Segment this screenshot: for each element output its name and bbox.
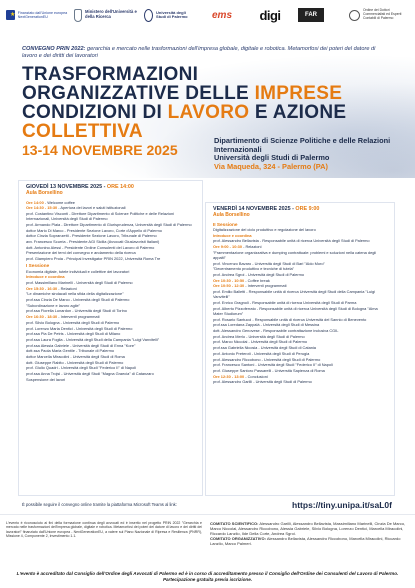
program-text: - Relazioni <box>241 243 262 249</box>
program-text: Sospensione dei lavori <box>26 376 66 382</box>
program-text: prof.ssa Fiorella Lunardon - Università degli Studi di Torino <box>26 308 127 314</box>
footer <box>0 514 415 588</box>
accreditation-line: L'evento è accreditato dal Consiglio dell'Ordine degli Avvocati di Palermo ed è in corso di accreditamento presso il Consiglio dell'Ordine dei Consulenti del Lavoro di Palermo. <box>16 571 399 576</box>
program-item <box>213 374 387 379</box>
program-item <box>213 339 387 344</box>
eu-flag-icon <box>6 10 15 20</box>
program-text: Presentazione dei temi del convegno e andamento della ricerca <box>26 250 136 256</box>
program-text: prof.ssa Loredana Zappalà - Università degli Studi di Messina <box>213 322 320 328</box>
program-text: - Apertura dei lavori e saluti istituzionali <box>57 205 126 211</box>
program-item <box>26 200 195 205</box>
day2-room: Aula Borsellino <box>213 212 250 219</box>
program-item <box>213 362 387 367</box>
program-item <box>26 354 195 359</box>
odcec-seal-icon <box>349 10 360 21</box>
program-item <box>26 280 195 285</box>
program-item <box>26 297 195 302</box>
program-time: Introduce e coordina <box>26 274 65 280</box>
tagline-bold: CONVEGNO PRIN 2022: <box>22 46 86 52</box>
program-item <box>26 320 195 325</box>
title-line-3 <box>22 103 346 123</box>
program-text: prof. Armando Plaia - Direttore Dipartimento di Giurisprudenza, Università degli Studi di Palermo <box>26 221 192 227</box>
mur-logo <box>74 9 138 22</box>
eu-logo-text: Finanziato dall'Unione europea NextGenerationEU <box>17 10 68 19</box>
program-item <box>213 289 387 300</box>
title-line-1 <box>22 65 198 85</box>
tagline-rest: gerarchia e mercato nelle trasformazioni dell'impresa globale, digitale e robotica. Metamorfosi dei poteri del datore di lavoro e dei diritti dei lavoratori <box>22 46 376 59</box>
program-text: "Decentramento produttivo e tecniche di tutela" <box>213 266 295 272</box>
title-highlight: COLLETTIVA <box>22 121 143 142</box>
program-text: - Welcome coffee <box>43 199 75 205</box>
program-item <box>26 303 195 308</box>
program-item <box>26 274 195 279</box>
title-word: E AZIONE <box>249 102 347 123</box>
scientific-committee-label: COMITATO SCIENTIFICO: <box>210 521 259 526</box>
program-item <box>26 245 195 250</box>
title-highlight: LAVORO <box>167 102 250 123</box>
venue-address: Via Maqueda, 324 - Palermo (PA) <box>214 161 328 171</box>
republic-emblem-icon <box>74 9 82 22</box>
program-item <box>26 326 195 331</box>
hero-banner <box>0 32 415 178</box>
program-item <box>213 278 387 283</box>
day1-time: ORE 14:00 <box>106 184 134 190</box>
program-item <box>26 331 195 336</box>
program-text: dott. Alessandro Genovese - Responsabile contrattazione inclusiva CGIL <box>213 328 339 334</box>
unipa-logo-text: Università degli Studi di Palermo <box>156 9 188 19</box>
day2-time: ORE 9:00 <box>295 206 320 212</box>
title-line-2 <box>22 84 342 104</box>
program-text: dottor Mario Di Marco - Presidente Sezione Lavoro, Corte d'Appello di Palermo <box>26 227 162 233</box>
program-text: prof. Giampiero Proia - Principal Investigator PRIN 2022, Università Roma Tre <box>26 256 161 262</box>
title-word: TRASFORMAZIONI <box>22 64 199 85</box>
venue-department: Dipartimento di Scienze Politiche e delle Relazioni Internazionali <box>214 136 391 154</box>
program-item <box>26 286 195 291</box>
organizing-committee <box>210 536 408 546</box>
program-text: prof. Francesco Santoni - Università degli Studi "Federico II" di Napoli <box>213 362 333 368</box>
program-text: prof. Marco Niccolai - Università degli Studi di Palermo <box>213 339 308 345</box>
venue-university: Università degli Studi di Palermo <box>214 153 330 163</box>
program-time: Ore 14:30 - 15:30 <box>26 205 58 211</box>
day1-date: GIOVEDÌ 13 NOVEMBRE 2025 - <box>26 184 107 190</box>
scientific-committee <box>210 521 408 536</box>
program-text: prof. Vincenzo Bavaro - Università degli Studi di Bari "Aldo Moro" <box>213 260 325 266</box>
funding-note: L'evento è riconosciuto ai fini della formazione continua degli avvocati ed è inserito nel progetto PRIN 2022 "Gerarchia e mercato nelle trasformazioni dell'impresa globale, digitale e robotica. Metamorfosi dei poteri del datore di lavoro e dei diritti dei lavoratori" finanziato dall'Unione europea - NextGenerationEU, a valere sul Piano Nazionale di Ripresa e Resilienza (PNRR), Missione 4, Componente 2, Investimento 1.1. <box>6 521 202 538</box>
teams-link[interactable]: https://tiny.unipa.it/saL0f <box>292 499 392 510</box>
program-item <box>213 272 387 277</box>
program-item <box>213 334 387 339</box>
program-time: Ore 16:30 - 18:30 <box>26 314 58 320</box>
unipa-seal-icon <box>144 9 153 22</box>
program-text: prof. Costantino Visconti - Direttore Dipartimento di Scienze Politiche e delle Relazioni Internazionali, Università degli Studi di Palermo <box>26 210 175 222</box>
day1-room: Aula Borsellino <box>26 190 63 197</box>
program-time: Ore 9:00 - 10:30 <box>213 243 242 249</box>
day2-date: VENERDÌ 14 NOVEMBRE 2025 - <box>213 206 296 212</box>
program-item <box>26 211 195 222</box>
accreditation-note <box>6 571 409 582</box>
program-time: Introduce e coordina <box>213 232 252 238</box>
program-item <box>213 227 387 232</box>
program-text: "Frammentazione organizzativa e dumping contrattuale: problemi e soluzioni nella catena degli appalti" <box>213 249 377 260</box>
odcec-logo <box>330 9 409 21</box>
program-text: Digitalizzazione del ciclo produttivo e regolazione del lavoro <box>213 226 316 232</box>
program-text: prof. Andrea Merlo - Università degli Studi di Palermo <box>213 333 305 339</box>
program-item <box>213 238 387 243</box>
mur-logo-text: Ministero dell'Università e della Ricerca <box>85 9 137 19</box>
program-item <box>213 306 387 317</box>
program-text: prof.ssa Gabriella Nicosia - Università degli Studi di Catania <box>213 345 316 351</box>
program-item <box>26 371 195 376</box>
program-item <box>213 233 387 238</box>
program-text: prof. Silvio Bologna - Università degli Studi di Palermo <box>26 319 120 325</box>
day1-items <box>26 200 195 382</box>
day2-program <box>205 202 395 496</box>
program-text: - Coffee break <box>244 277 270 283</box>
program-time: Ore 15:30 - 16:30 <box>26 285 58 291</box>
program-item <box>26 222 195 227</box>
scientific-committee-members: Alessandro Garilli, Alessandro Bellavista, Massimiliano Marinelli, Cinzia De Marco, Marco Niccolai, Alessandro Riccobono, Alessia Gabriele, Silvio Bologna, Lorenzo Dentici, Marcella Miracolini, Riccardo Lanzilo, Ilde Della Corte, Andrea Sgroi. <box>210 521 406 537</box>
program-item <box>26 377 195 382</box>
program-text: prof.ssa Cinzia De Marco - Università degli Studi di Palermo <box>26 297 130 303</box>
program-item <box>213 317 387 322</box>
program-time: Ore 12:30 - 13:00 <box>213 373 245 379</box>
program-item <box>26 250 195 255</box>
unipa-logo <box>144 9 196 22</box>
program-text: prof. Emilio Balletti - Responsabile unità di ricerca Università degli Studi della Campania "Luigi Vanvitelli" <box>213 289 376 300</box>
program-text: avv. Francesco Scurria - Presidente AGI Sicilia (Avvocati Giuslavoristi Italiani) <box>26 239 160 245</box>
program-item <box>213 379 387 384</box>
program-time: Ore 10:50 - 12:30 <box>213 283 245 289</box>
program-item <box>213 261 387 266</box>
program-text: "Le dinamiche sindacali nella sfida della digitalizzazione" <box>26 291 124 297</box>
program-item <box>26 314 195 319</box>
venue-block <box>214 137 404 171</box>
program-text: - Interventi programmati <box>57 314 100 320</box>
program-item <box>26 205 195 210</box>
program-text: prof. Alberto Pizzoferrato - Responsabile unità di ricerca Università degli Studi di Bologna "Alma Mater Studiorum" <box>213 305 378 317</box>
program-item <box>26 291 195 296</box>
program-item <box>213 357 387 362</box>
program-item <box>26 233 195 238</box>
title-highlight: IMPRESE <box>254 83 343 104</box>
program-text: prof. Andrea Sgroi - Università degli Studi di Palermo <box>213 272 305 277</box>
program-item <box>26 365 195 370</box>
program-text: Economia digitale, tutele individuali e collettive dei lavoratori <box>26 268 130 274</box>
program-item <box>26 343 195 348</box>
program-time: Ore 14:00 <box>26 199 44 205</box>
conference-tagline <box>22 46 392 60</box>
day2-items <box>213 222 387 385</box>
program-text: dott. Giuseppe Rabito - Università degli Studi di Palermo <box>26 359 124 365</box>
event-dates: 13-14 NOVEMBRE 2025 <box>22 142 178 158</box>
organizing-committee-label: COMITATO ORGANIZZATIVO: <box>210 536 266 542</box>
program-item <box>213 322 387 327</box>
program-text: prof. Lorenzo Maria Dentici - Università degli Studi di Palermo <box>26 325 133 331</box>
program-text: - Interventi programmati <box>244 283 287 289</box>
online-link-bar <box>18 498 396 511</box>
program-text: prof. Alessandro Riccobono - Università degli Studi di Palermo <box>213 356 321 362</box>
program-text: prof. Giuseppe Santoro Passarelli - Università Sapienza di Roma <box>213 367 325 373</box>
online-link-text: È possibile seguire il convegno online tramite la piattaforma Microsoft Teams al link: <box>22 502 177 507</box>
program-text: prof. Massimiliano Marinelli - Università degli Studi di Palermo <box>26 280 133 286</box>
program-item <box>213 266 387 271</box>
program-item <box>213 283 387 288</box>
program-item <box>213 351 387 356</box>
committees <box>210 521 408 546</box>
program-text: prof. Antonio Preteroti - Università degli Studi di Perugia <box>213 350 310 356</box>
program-item <box>213 345 387 350</box>
title-word: CONDIZIONI DI <box>22 102 168 123</box>
title-word: ORGANIZZATIVE DELLE <box>22 83 255 104</box>
day1-program <box>18 180 203 496</box>
program-time: I Sessione <box>26 263 50 269</box>
program-text: prof. Alessandro Bellavista - Responsabile unità di ricerca Università degli Studi di Palermo <box>213 238 370 244</box>
program-item <box>26 308 195 313</box>
program-text: prof. Enrico Gragnoli - Responsabile unità di ricerca Università degli Studi di Parma <box>213 300 357 306</box>
program-text: - Conclusioni <box>244 373 268 379</box>
program-item <box>26 256 195 261</box>
participation-line: Partecipazione gratuita previa iscrizione. <box>162 576 253 582</box>
ems-logo: ems <box>211 9 232 21</box>
program-text: - Relazioni <box>57 285 77 291</box>
program-text: prof.ssa Pia De Petris - Università degli Studi di Milano <box>26 331 121 337</box>
program-item <box>213 250 387 261</box>
program-text: prof.ssa Laura Foglia - Università degli Studi della Campania "Luigi Vanvitelli" <box>26 336 160 342</box>
eu-logo <box>6 10 68 20</box>
program-text: dott.ssa Paola Maria Gentile - Tribunale di Palermo <box>26 348 115 354</box>
program-item <box>26 269 195 274</box>
program-item <box>213 300 387 305</box>
title-line-4 <box>22 122 143 142</box>
program-item <box>213 328 387 333</box>
program-time: II Sessione <box>213 221 238 227</box>
program-text: prof. Giulio Quadri - Università degli Studi "Federico II" di Napoli <box>26 365 137 371</box>
program-text: prof. Rosario Santucci - Responsabile unità di ricerca Università del Sannio di Benevento <box>213 316 367 322</box>
program-item <box>26 239 195 244</box>
digi-logo: digi <box>259 7 281 23</box>
program-item <box>26 360 195 365</box>
program-item <box>26 228 195 233</box>
program-text: prof.ssa Alessia Gabriele - Università degli Studi di Enna "Kore" <box>26 342 136 348</box>
program-text: "Subordinazione e lavoro agile" <box>26 302 81 308</box>
program-text: dottor Cinzia Sopranzetti - Presidente Sezione Lavoro, Tribunale di Palermo <box>26 233 157 239</box>
program-item <box>26 348 195 353</box>
program-time: Ore 10:30 - 10:50 <box>213 277 245 283</box>
program-item <box>213 368 387 373</box>
program-text: prof. Alessandro Garilli - Università degli Studi di Palermo <box>213 379 312 385</box>
far-logo: FAR <box>298 8 324 22</box>
odcec-logo-text: Ordine dei Dottori Commercialisti ed Esperti Contabili di Palermo <box>363 8 402 20</box>
organizing-committee-members: Alessandro Bellavista, Alessandro Riccobono, Marcella Miracolini, Riccardo Lanzilo, Marco Palmeri. <box>210 536 401 547</box>
program-text: dottor Marcella Miracolini - Università degli Studi di Roma <box>26 353 125 359</box>
logo-band <box>0 0 415 30</box>
program-text: prof.ssa Anna Trojsi - Università degli Studi "Magna Graecia" di Catanzaro <box>26 371 154 377</box>
program-text: dott. Antonino Alessi - Presidente Ordine Consulenti del Lavoro di Palermo <box>26 244 155 250</box>
program-item <box>26 337 195 342</box>
program-item <box>213 244 387 249</box>
